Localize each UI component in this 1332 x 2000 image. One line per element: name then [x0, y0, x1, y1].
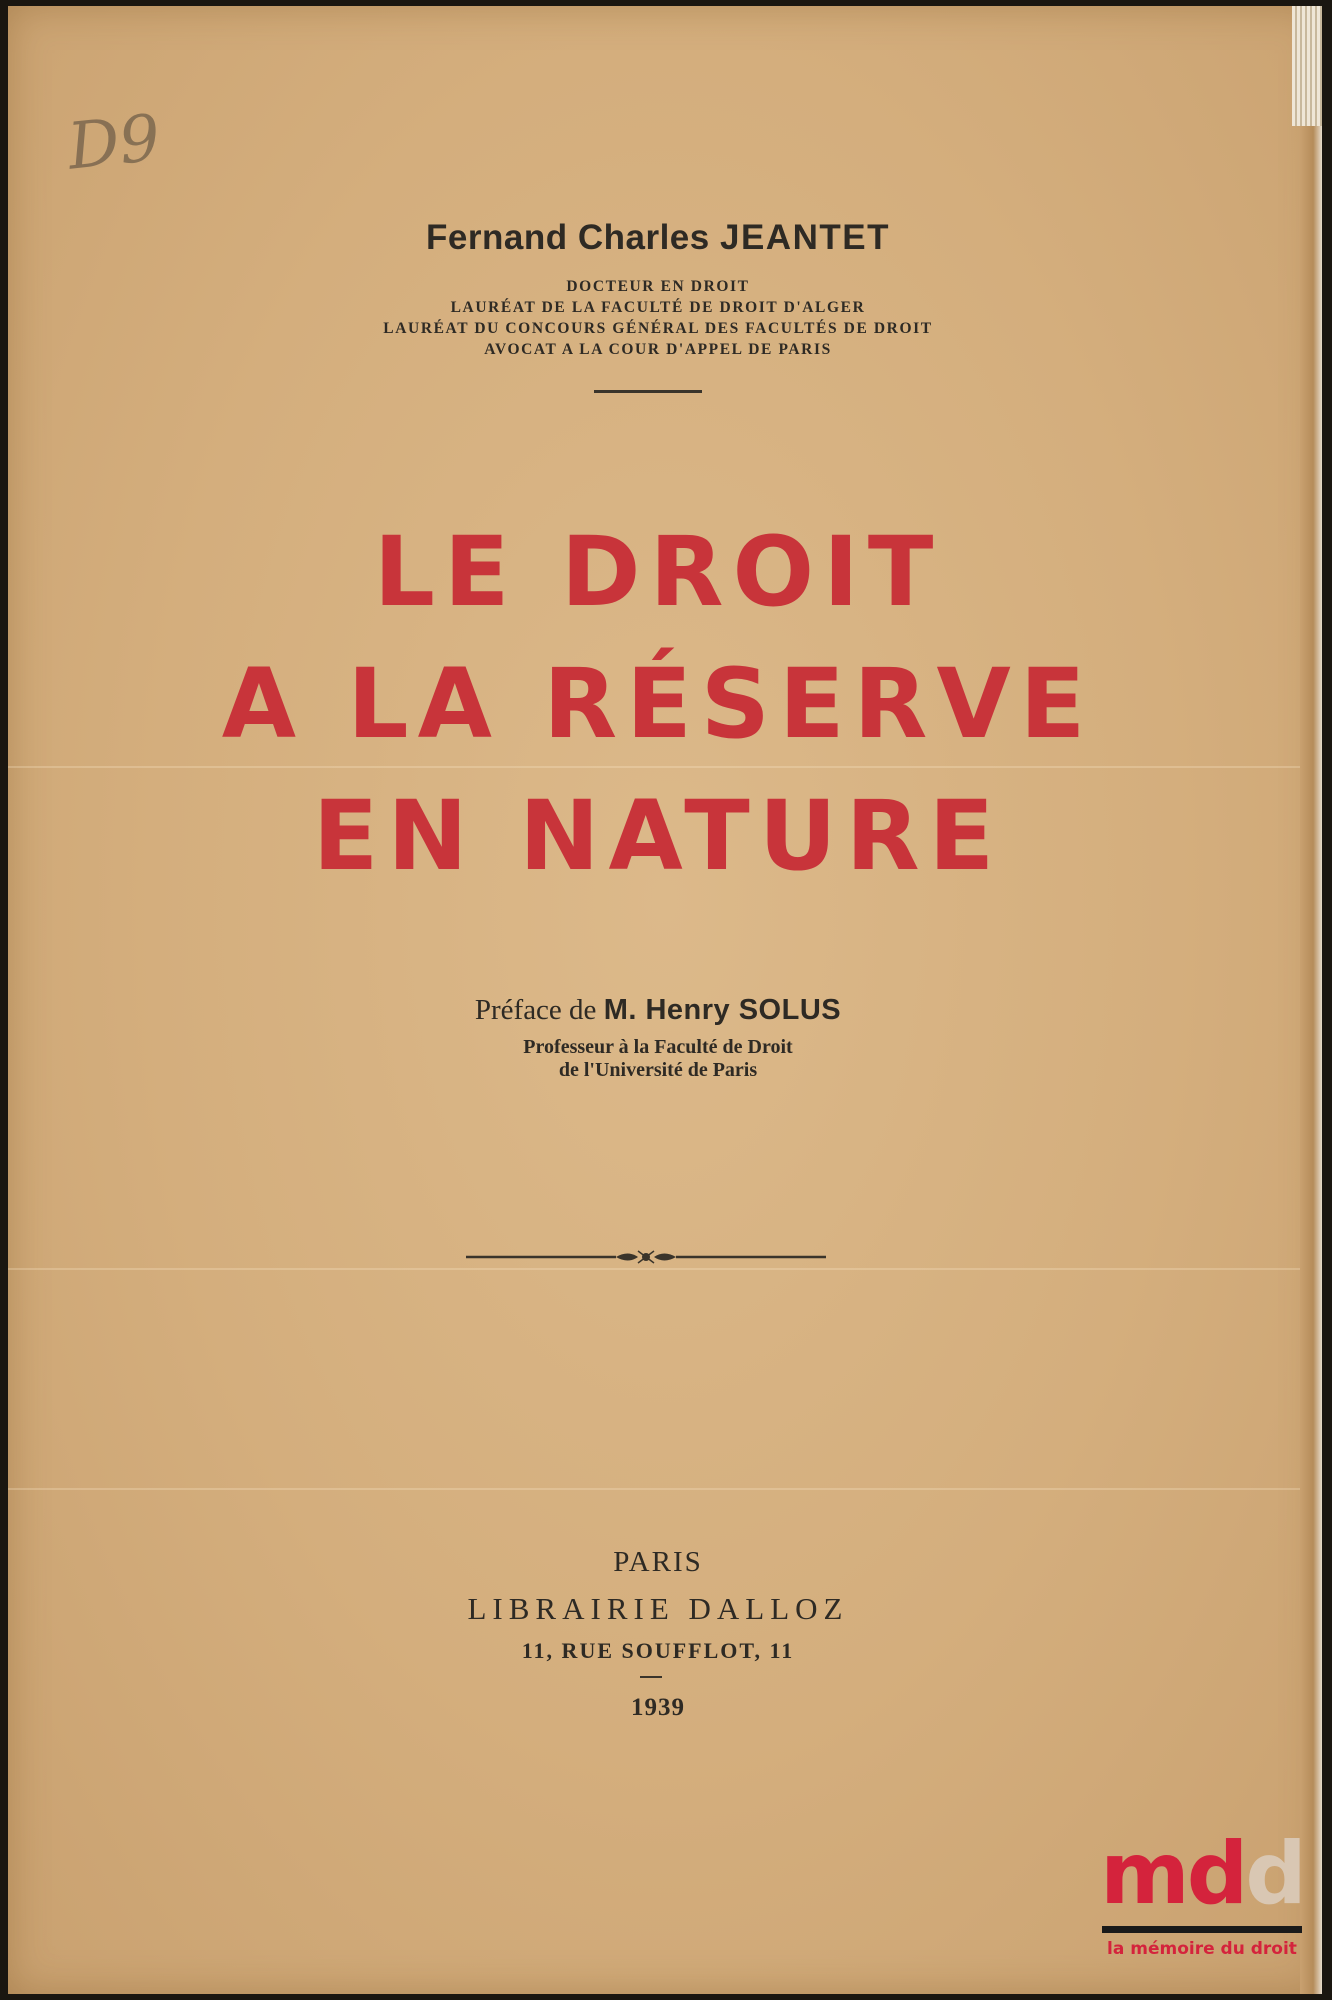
- ornamental-divider: [466, 1242, 826, 1272]
- paper-fold-line: [8, 1488, 1322, 1490]
- logo-mark-letters: mdd: [1100, 1824, 1304, 1924]
- book-cover: [8, 6, 1322, 1994]
- preface-author: M. Henry SOLUS: [603, 994, 842, 1026]
- imprint-address: 11, RUE SOUFFLOT, 11: [521, 1638, 795, 1663]
- separator-dash: [640, 1676, 662, 1678]
- publication-year: 1939: [631, 1694, 685, 1721]
- logo-bar: [1102, 1926, 1302, 1933]
- title-line: EN NATURE: [312, 780, 1004, 892]
- title-line: A LA RÉSERVE: [221, 648, 1095, 760]
- separator-rule: [594, 390, 702, 393]
- qualification-line: LAURÉAT DE LA FACULTÉ DE DROIT D'ALGER: [450, 299, 866, 316]
- preface-line: [8, 994, 1308, 1027]
- mdd-logo: [1096, 1824, 1308, 1978]
- preface-role-line: de l'Université de Paris: [558, 1059, 758, 1081]
- logo-caption: la mémoire du droit: [1107, 1939, 1297, 1959]
- qualification-line: AVOCAT A LA COUR D'APPEL DE PARIS: [484, 341, 832, 358]
- qualification-line: LAURÉAT DU CONCOURS GÉNÉRAL DES FACULTÉS DE DROIT: [383, 320, 933, 337]
- preface-role-line: Professeur à la Faculté de Droit: [523, 1036, 793, 1058]
- author-qualifications: [8, 276, 1308, 360]
- logo-mark: [1096, 1824, 1308, 1924]
- qualification-line: DOCTEUR EN DROIT: [566, 278, 750, 295]
- page-edges: [1292, 6, 1322, 126]
- imprint-city: PARIS: [613, 1546, 703, 1578]
- pencil-annotation: D9: [64, 101, 164, 185]
- preface-author-roles: [8, 1036, 1308, 1082]
- book-title: [8, 506, 1308, 902]
- preface-label: Préface de: [474, 994, 597, 1026]
- author-surname: JEANTET: [719, 218, 890, 257]
- author-name: [8, 218, 1308, 258]
- title-line: LE DROIT: [373, 516, 943, 628]
- imprint-publisher: LIBRAIRIE DALLOZ: [467, 1591, 849, 1626]
- author-first-name: Fernand Charles: [426, 218, 710, 257]
